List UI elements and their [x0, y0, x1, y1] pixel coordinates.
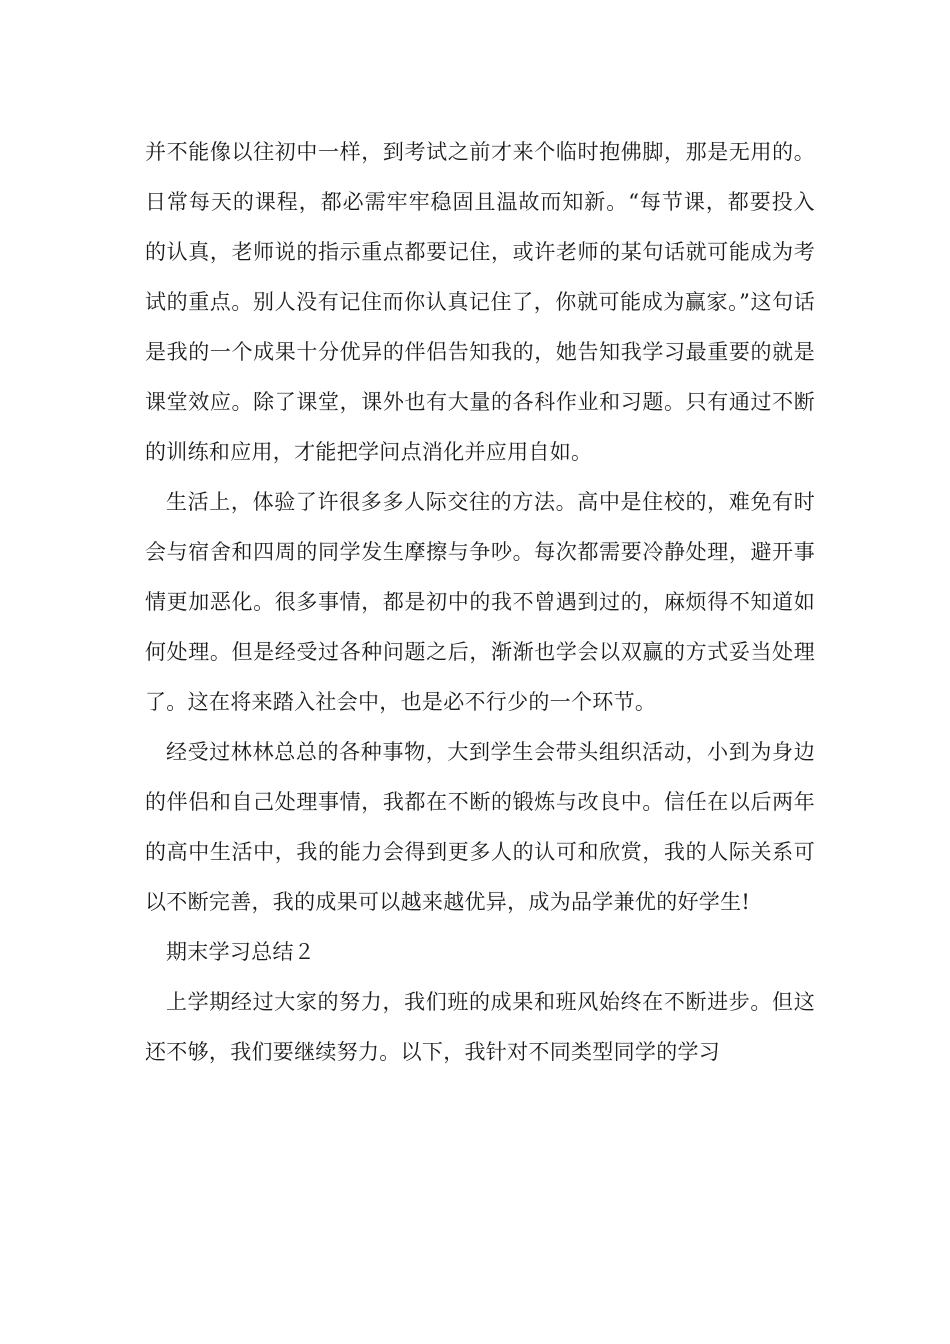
paragraph-life: 生活上，体验了许很多多人际交往的方法。高中是住校的，难免有时会与宿舍和四周的同学发生摩擦与争吵。每次都需要冷静处理，避开事情更加恶化。很多事情，都是初中的我不曾遇到过的，麻烦得不知道如何处理。但是经受过各种问题之后，渐渐也学会以双赢的方式妥当处理了。这在将来踏入社会中，也是必不行少的一个环节。: [145, 490, 815, 714]
paragraph-summary-intro: 上学期经过大家的努力，我们班的成果和班风始终在不断进步。但这还不够，我们要继续努力。以下，我针对不同类型同学的学习: [145, 990, 815, 1064]
document-body: [145, 127, 815, 1077]
section-heading: 期末学习总结２: [166, 940, 316, 964]
paragraph-experience: 经受过林林总总的各种事物，大到学生会带头组织活动，小到为身边的伴侣和自己处理事情，我都在不断的锻炼与改良中。信任在以后两年的高中生活中，我的能力会得到更多人的认可和欣赏，我的人际关系可以不断完善，我的成果可以越来越优异，成为品学兼优的好学生!: [145, 740, 815, 914]
paragraph-study: 并不能像以往初中一样，到考试之前才来个临时抱佛脚，那是无用的。日常每天的课程，都必需牢牢稳固且温故而知新。“每节课，都要投入的认真，老师说的指示重点都要记住，或许老师的某句话就可能成为考试的重点。别人没有记住而你认真记住了，你就可能成为赢家。”这句话是我的一个成果十分优异的伴侣告知我的，她告知我学习最重要的就是课堂效应。除了课堂，课外也有大量的各科作业和习题。只有通过不断的训练和应用，才能把学问点消化并应用自如。: [145, 140, 815, 464]
